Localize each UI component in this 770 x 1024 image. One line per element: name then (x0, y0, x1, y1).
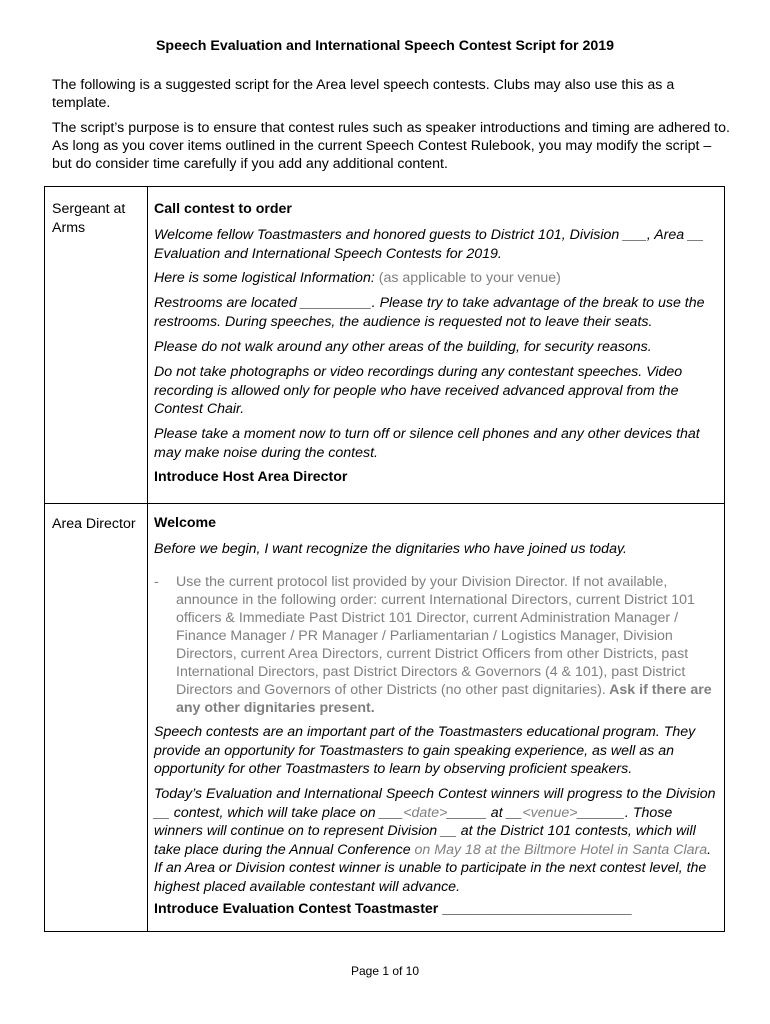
photos-text: Do not take photographs or video recordings during any contestant speeches. Video recording is allowed only for people who have received advanced approval from the Contest Chair. (154, 364, 683, 417)
winners-text: Today’s Evaluation and International Speech Contest winners will progress to the Division __ contest, which will take place on ___<date>_____ at __<venue>______. Those winners will continue on to represent Division __ at the District 101 contests, which will take place during the Annual Conference on May 18 at the Biltmore Hotel in Santa Clara. If an Area or Division contest winner is unable to participate in the next contest level, the highest placed available contestant will advance. (154, 786, 716, 895)
intro-paragraph-2: The script’s purpose is to ensure that contest rules such as speaker introductions and timing are adhered to. As long as you cover items outlined in the current Speech Contest Rulebook, you may modify the script – but do consider time carefully if you add any additional content. (52, 120, 730, 172)
closing-instruction: Introduce Host Area Director (154, 469, 348, 485)
table-row (45, 187, 724, 504)
bullet-dash: - (154, 574, 159, 590)
table-row (45, 504, 724, 931)
dignitaries-text: Before we begin, I want recognize the dignitaries who have joined us today. (154, 541, 627, 557)
welcome-text: Welcome fellow Toastmasters and honored guests to District 101, Division ___, Area __ Evaluation and International Speech Contests for 2019. (154, 227, 704, 262)
speech-contests-text: Speech contests are an important part of the Toastmasters educational program. They provide an opportunity for Toastmasters to gain speaking experience, as well as an opportunity for other Toastmasters to learn by observing proficient speakers. (154, 724, 696, 777)
protocol-text: Use the current protocol list provided by your Division Director. If not available, announce in the following order: current International Directors, current District 101 officers & Immediate Past District 101 Director, current Administration Manager / Finance Manager / PR Manager / Parliamentarian / Logistics Manager, Division Directors, current Area Directors, current District Officers from other Districts, past International Directors, past District Directors & Governors (4 & 101), past District Directors and Governors of other Districts (no other past dignitaries). (176, 574, 695, 698)
phones-text: Please take a moment now to turn off or silence cell phones and any other devices that may make noise during the contest. (154, 426, 700, 461)
role-label: Sergeant at Arms (52, 201, 126, 236)
security-text: Please do not walk around any other areas of the building, for security reasons. (154, 339, 652, 355)
document-title: Speech Evaluation and International Speech Contest Script for 2019 (155, 38, 615, 54)
section-heading: Welcome (154, 515, 217, 531)
intro-paragraph-1: The following is a suggested script for the Area level speech contests. Clubs may also use this as a template. (52, 77, 675, 111)
role-label: Area Director (52, 516, 136, 532)
page-number: Page 1 of 10 (350, 964, 420, 978)
protocol-ask: Ask if there are any other dignitaries present. (176, 682, 712, 716)
restrooms-text: Restrooms are located _________. Please try to take advantage of the break to use the restrooms. During speeches, the audience is requested not to leave their seats. (154, 295, 705, 330)
script-table (44, 186, 725, 932)
logistics-text: Here is some logistical Information: (as applicable to your venue) (154, 270, 561, 286)
section-heading: Call contest to order (154, 201, 292, 217)
closing-instruction: Introduce Evaluation Contest Toastmaster ________________________ (154, 901, 632, 917)
